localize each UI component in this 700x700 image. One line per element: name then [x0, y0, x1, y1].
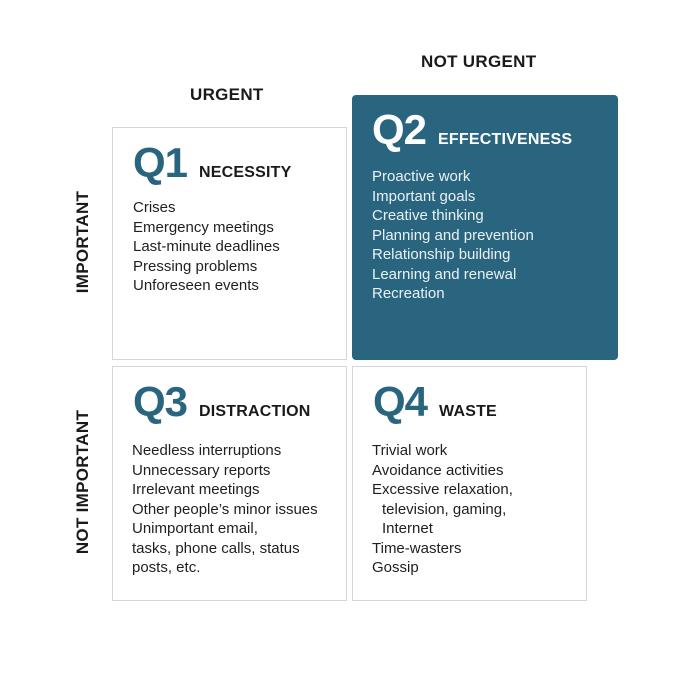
- list-item: Last-minute deadlines: [133, 238, 280, 255]
- list-item: Gossip: [372, 559, 419, 576]
- list-item: Unforeseen events: [133, 277, 259, 294]
- quadrant-heading: [133, 378, 311, 425]
- quadrant-name: EFFECTIVENESS: [438, 131, 573, 148]
- list-item: Planning and prevention: [372, 226, 534, 244]
- quadrant-q2-effectiveness: [352, 95, 618, 360]
- quadrant-heading: [133, 139, 292, 186]
- quadrant-q4-waste: [352, 366, 587, 601]
- list-item: Relationship building: [372, 246, 511, 263]
- list-item: Pressing problems: [133, 257, 258, 275]
- list-item: tasks, phone calls, status: [132, 539, 300, 557]
- quadrant-q1-necessity: [112, 127, 347, 360]
- list-item: Trivial work: [372, 442, 448, 459]
- quadrant-id: Q3: [133, 378, 188, 425]
- quadrant-name: DISTRACTION: [199, 403, 311, 420]
- quadrant-heading: [373, 378, 497, 425]
- quadrant-item-list: [372, 167, 534, 304]
- list-item: Unnecessary reports: [132, 461, 271, 479]
- list-item: television, gaming,: [382, 500, 507, 518]
- row-label-not-important: NOT IMPORTANT: [73, 409, 92, 555]
- row-label-important: IMPORTANT: [73, 190, 92, 294]
- quadrant-id: Q4: [373, 378, 428, 425]
- list-item: Crises: [133, 199, 176, 216]
- list-item: Other people’s minor issues: [132, 500, 318, 518]
- list-item: Creative thinking: [372, 207, 484, 224]
- quadrant-item-list: [133, 198, 280, 296]
- quadrant-heading: [372, 106, 573, 153]
- column-label-not-urgent: NOT URGENT: [421, 52, 537, 71]
- quadrant-item-list: [372, 441, 513, 578]
- quadrant-q3-distraction: [112, 366, 347, 601]
- list-item: Unimportant email,: [132, 520, 258, 537]
- list-item: Excessive relaxation,: [372, 481, 513, 498]
- column-label-urgent: URGENT: [190, 85, 264, 104]
- list-item: Needless interruptions: [132, 442, 282, 459]
- list-item: Proactive work: [372, 168, 471, 185]
- quadrant-name: NECESSITY: [199, 164, 292, 181]
- list-item: Recreation: [372, 285, 445, 302]
- list-item: posts, etc.: [132, 559, 201, 576]
- list-item: Learning and renewal: [372, 265, 517, 283]
- list-item: Important goals: [372, 187, 476, 205]
- quadrant-item-list: [132, 441, 318, 578]
- list-item: Avoidance activities: [372, 461, 504, 479]
- list-item: Irrelevant meetings: [132, 481, 260, 498]
- quadrant-id: Q1: [133, 139, 188, 186]
- list-item: Emergency meetings: [133, 218, 274, 236]
- list-item: Internet: [382, 520, 433, 537]
- quadrant-id: Q2: [372, 106, 427, 153]
- quadrant-name: WASTE: [439, 403, 497, 420]
- list-item: Time-wasters: [372, 539, 462, 557]
